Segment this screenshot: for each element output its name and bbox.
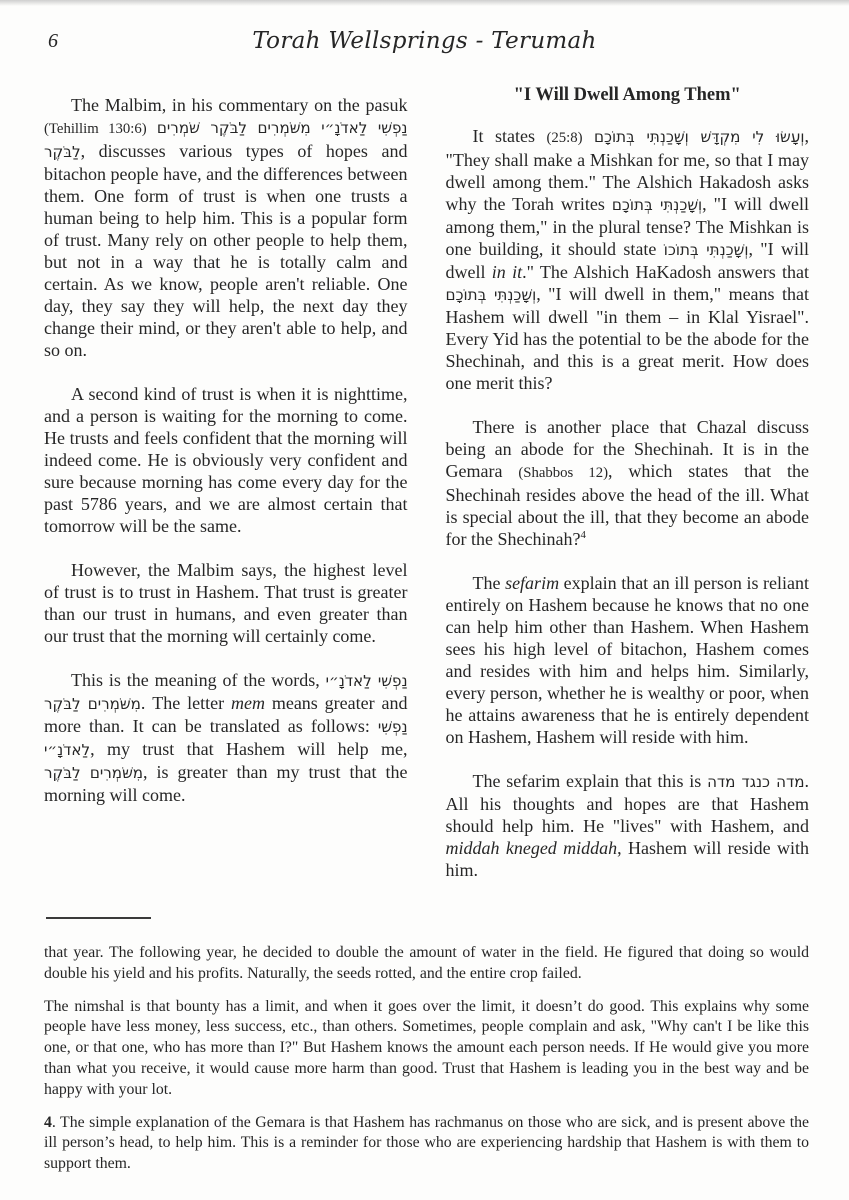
text-segment: , my trust that Hashem will help me, xyxy=(90,739,408,759)
text-segment: mem xyxy=(230,693,265,713)
text-segment: sefarim xyxy=(505,573,560,593)
text-segment: that year. The following year, he decided to double the amount of water in the field. He figured that doing so would double his yield and his profits. Naturally, the seeds rotted, and the entire crop failed. xyxy=(44,944,809,982)
text-segment: (Tehillim 130:6) xyxy=(44,121,147,137)
text-segment: A second kind of trust is when it is nighttime, and a person is waiting for the morning to come. He trusts and feels confident that the morning will indeed come. He is obviously very confident and sure because morning has come every day for the past 5786 years, and we are almost certain that tomorrow will be the same. xyxy=(44,384,408,536)
hebrew-phrase: וְשָׁכַנְתִּי בְּתוֹכָם xyxy=(445,286,537,304)
footnote-paragraph xyxy=(44,1113,809,1175)
hebrew-phrase: וְעָשׂוּ לִי מִקְדָּשׁ וְשָׁכַנְתִּי בְּתוֹכָם xyxy=(593,128,805,146)
text-segment: However, the Malbim says, the highest level of trust is to trust in Hashem. That trust is greater than our trust in humans, and even greater than our trust that the morning will certainly come. xyxy=(44,560,408,646)
text-segment: middah kneged middah xyxy=(445,838,618,858)
text-segment: , which states that the Shechinah resides above the head of the ill. What is special about the ill, that they become an abode for the Shechinah? xyxy=(445,461,809,549)
paragraph xyxy=(446,572,810,748)
hebrew-phrase: נַפְשִׁי לַאדֹנָ״י מִשֹּׁמְרִים לַבֹּקֶר שֹׁמְרִים לַבֹּקֶר xyxy=(44,119,408,161)
text-segment: (25:8) xyxy=(546,130,583,146)
paragraph xyxy=(446,770,810,881)
text-segment: , "I will dwell among them," in the plural tense? The Mishkan is one building, it should state xyxy=(445,194,809,259)
right-column xyxy=(446,84,810,903)
left-column xyxy=(44,84,408,828)
paragraph xyxy=(44,669,408,806)
text-segment xyxy=(147,117,157,137)
footnote-paragraph xyxy=(44,943,809,985)
footnote-paragraph xyxy=(44,997,809,1101)
text-segment: . The simple explanation of the Gemara is that Hashem has rachmanus on those who are sick, and is present above the ill person’s head, to help him. This is a reminder for those who are experiencing hardship that Hashem is with them to support them. xyxy=(44,1113,809,1173)
text-segment: in it xyxy=(491,262,523,282)
main-content xyxy=(0,84,849,903)
paragraph xyxy=(44,94,408,361)
hebrew-phrase: וְשָׁכַנְתִּי בְּתוֹכָם xyxy=(611,196,703,214)
text-segment: , discusses various types of hopes and bitachon people have, and the differences between them. One form of trust is when one trusts a human being to help him. This is a popular form of trust. Many rely on other people to help them, but not in a way that he is totally calm and certain. As we know, people aren't reliable. One day, they say they will help, the next day they change their mind, or they aren't able to help, and so on. xyxy=(44,141,408,360)
text-segment: . The letter xyxy=(140,693,231,713)
page-number: 6 xyxy=(48,30,58,52)
text-segment: This is the meaning of the words, xyxy=(71,670,326,690)
text-segment: , "I will dwell in them," means that Hashem will dwell "in them – in Klal Yisrael". Every Yid has the potential to be the abode for the Shechinah, and this is a great merit. How does one merit this? xyxy=(445,284,809,393)
hebrew-phrase: מִשֹּׁמְרִים לַבֹּקֶר xyxy=(44,764,144,782)
text-segment: It states xyxy=(472,126,547,146)
hebrew-phrase: מדה כנגד מדה xyxy=(707,773,805,791)
section-heading: "I Will Dwell Among Them" xyxy=(513,85,741,105)
footnote-separator xyxy=(46,917,151,919)
text-segment: The sefarim explain that this is xyxy=(472,771,708,791)
paragraph xyxy=(446,416,810,550)
paragraph xyxy=(44,383,408,537)
text-segment: The nimshal is that bounty has a limit, and when it goes over the limit, it doesn’t do good. This explains why some people have less money, less success, etc., than others. Sometimes, people complain and ask, "Why can't I be like this one, or that one, who has more than I?" But Hashem knows the amount each person needs. If He would give you more than what you receive, it would cause more harm than good. Trust that Hashem is leading you in the best way and be happy with your lot. xyxy=(44,997,809,1098)
text-segment: The Malbim, in his commentary on the pasuk xyxy=(71,95,408,115)
text-segment: There is another place that Chazal discuss being an abode for the Shechinah. It is in the Gemara xyxy=(445,417,809,481)
text-segment: ." The Alshich HaKadosh answers that xyxy=(522,262,809,282)
text-segment: , is greater than my trust that the morning will come. xyxy=(44,762,408,805)
hebrew-phrase: נַפְשִׁי לַאדֹנָ״י מִשֹּׁמְרִים לַבֹּקֶר xyxy=(44,672,408,713)
paragraph xyxy=(44,559,408,647)
text-segment: The xyxy=(472,573,506,593)
hebrew-phrase: וְשָׁכַנְתִּי בְּתוֹכוֹ xyxy=(663,241,749,259)
text-segment: , "I will dwell xyxy=(445,239,809,282)
paragraph xyxy=(446,125,810,394)
footnotes-section xyxy=(0,917,849,1175)
hebrew-phrase: נַפְשִׁי לַאדֹנָ״י xyxy=(44,718,408,759)
text-segment: means greater and more than. It can be translated as follows: xyxy=(44,693,408,736)
text-segment: , Hashem will reside with him. xyxy=(445,838,809,880)
text-segment: . All his thoughts and hopes are that Hashem should help him. He "lives" with Hashem, and xyxy=(445,771,809,836)
page-header xyxy=(0,0,849,58)
page-title: Torah Wellsprings - Terumah xyxy=(252,28,597,54)
text-segment xyxy=(582,126,593,146)
text-segment: 4 xyxy=(580,529,586,541)
text-segment: , "They shall make a Mishkan for me, so that I may dwell among them." The Alshich Hakadosh asks why the Torah writes xyxy=(445,126,809,214)
text-segment: 4 xyxy=(44,1113,52,1131)
text-segment: explain that an ill person is reliant entirely on Hashem because he knows that no one can help him other than Hashem. When Hashem sees his high level of bitachon, Hashem comes and resides with him and helps him. Similarly, every person, whether he is wealthy or poor, when he attains awareness that he is entirely dependent on Hashem, Hashem will reside with him. xyxy=(445,573,810,747)
text-segment: (Shabbos 12) xyxy=(518,465,608,481)
